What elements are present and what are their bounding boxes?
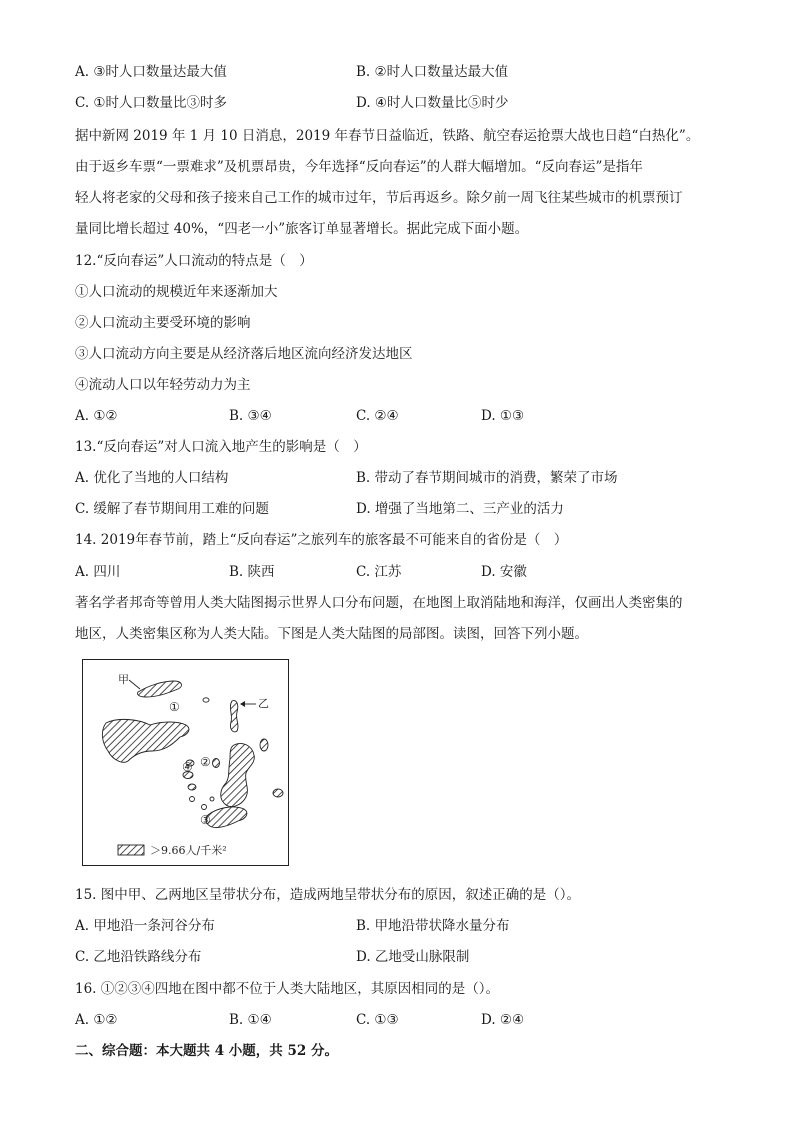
q12-statement-1: ①人口流动的规模近年来逐渐加大	[75, 284, 278, 300]
q14-option-a: A. 四川	[75, 564, 121, 580]
q12-statement-2: ②人口流动主要受环境的影响	[75, 315, 251, 331]
q16-option-d: D. ②④	[481, 1012, 525, 1028]
map-marker-2: ②	[200, 755, 211, 769]
passage1-line-2: 由于返乡车票“一票难求”及机票昂贵，今年选择“反向春运”的人群大幅增加。“反向春运”是指年	[75, 159, 643, 175]
q13-option-c: C. 缓解了春节期间用工难的问题	[75, 501, 269, 517]
q14-stem: 14. 2019年春节前，踏上“反向春运”之旅列车的旅客最不可能来自的省份是（ ）	[75, 532, 568, 548]
map-marker-3: ③	[200, 813, 211, 827]
passage1-line-1: 据中新网 2019 年 1 月 10 日消息，2019 年春节日益临近，铁路、航空春运抢票大战也日趋“白热化”。	[75, 128, 700, 144]
passage1-line-3: 轻人将老家的父母和孩子接来自己工作的城市过年，节后再返乡。除夕前一周飞往某些城市的机票预订	[75, 190, 683, 206]
legend-swatch	[118, 845, 144, 855]
map-label-yi: 乙	[258, 697, 269, 710]
q16-option-c: C. ①③	[356, 1012, 399, 1028]
q12-statement-4: ④流动人口以年轻劳动力为主	[75, 377, 251, 393]
passage2-line-2: 地区，人类密集区称为人类大陆。下图是人类大陆图的局部图。读图，回答下列小题。	[75, 626, 588, 642]
small-dot-3	[210, 797, 214, 801]
q13-option-a: A. 优化了当地的人口结构	[75, 470, 229, 486]
legend-label: ＞9.66人/千米²	[150, 844, 227, 857]
small-region-mid-3	[213, 759, 220, 768]
q14-option-c: C. 江苏	[356, 564, 402, 580]
small-dot-2	[202, 805, 207, 810]
region-yi	[230, 701, 238, 732]
q13-stem: 13.“反向春运”对人口流入地产生的影响是（ ）	[75, 439, 367, 455]
q12-stem: 12.“反向春运”人口流动的特点是（ ）	[75, 253, 313, 269]
human-continent-map	[82, 659, 289, 866]
q14-option-b: B. 陕西	[229, 564, 275, 580]
passage1-line-4: 量同比增长超过 40%，“四老一小”旅客订单显著增长。据此完成下面小题。	[75, 221, 529, 237]
prev-option-b: B. ②时人口数量达最大值	[356, 64, 509, 80]
q13-option-b: B. 带动了春节期间城市的消费，繁荣了市场	[356, 470, 618, 486]
prev-option-d: D. ④时人口数量比⑤时少	[356, 95, 509, 111]
small-region-top	[203, 698, 209, 702]
q12-statement-3: ③人口流动方向主要是从经济落后地区流向经济发达地区	[75, 346, 413, 362]
q15-option-a: A. 甲地沿一条河谷分布	[75, 918, 215, 934]
map-marker-1: ①	[169, 700, 180, 714]
q15-option-b: B. 甲地沿带状降水量分布	[356, 918, 510, 934]
map-label-jia: 甲	[118, 673, 129, 686]
q12-option-d: D. ①③	[481, 408, 525, 424]
small-region-mid-4	[188, 784, 196, 790]
small-dot-1	[190, 797, 195, 802]
small-region-east-2	[273, 789, 283, 797]
small-region-east-1	[260, 739, 268, 751]
q13-option-d: D. 增强了当地第二、三产业的活力	[356, 501, 564, 517]
prev-option-a: A. ③时人口数量达最大值	[75, 64, 227, 80]
section2-heading: 二、综合题：本大题共 4 小题，共 52 分。	[75, 1043, 338, 1059]
q15-option-d: D. 乙地受山脉限制	[356, 949, 470, 965]
q12-option-c: C. ②④	[356, 408, 399, 424]
prev-option-c: C. ①时人口数量比③时多	[75, 95, 228, 111]
q12-option-b: B. ③④	[229, 408, 272, 424]
q16-option-a: A. ①②	[75, 1012, 118, 1028]
q14-option-d: D. 安徽	[481, 564, 527, 580]
q16-option-b: B. ①④	[229, 1012, 272, 1028]
map-marker-4: ④	[182, 760, 193, 774]
q16-stem: 16. ①②③④四地在图中都不位于人类大陆地区，其原因相同的是（）。	[75, 981, 500, 997]
q15-stem: 15. 图中甲、乙两地区呈带状分布，造成两地呈带状分布的原因，叙述正确的是（）。	[75, 887, 581, 903]
q15-option-c: C. 乙地沿铁路线分布	[75, 949, 202, 965]
passage2-line-1: 著名学者邦奇等曾用人类大陆图揭示世界人口分布问题，在地图上取消陆地和海洋，仅画出人类密集的	[75, 595, 683, 611]
q12-option-a: A. ①②	[75, 408, 118, 424]
